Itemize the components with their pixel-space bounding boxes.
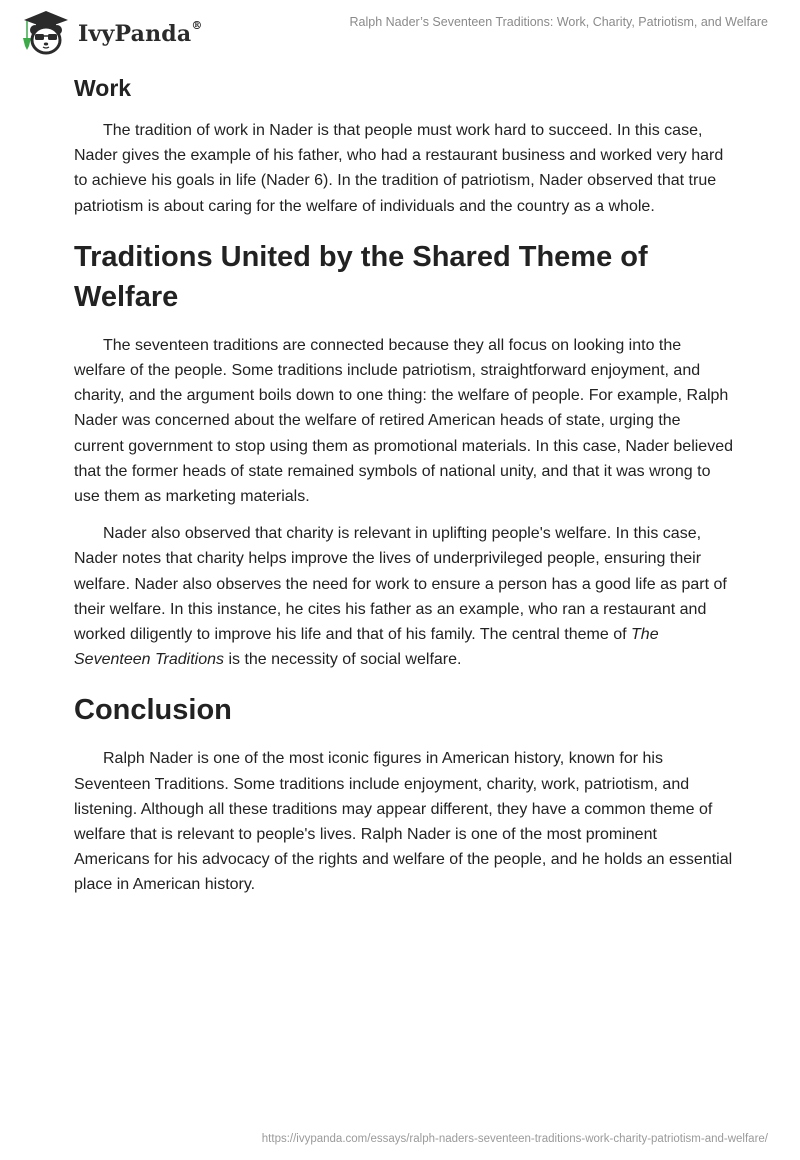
registered-mark: ® <box>191 19 203 32</box>
traditions-paragraph-2: Nader also observed that charity is relevant in uplifting people's welfare. In this case, Nader notes that charity helps improve the lives of underprivileged people, ensuring their welfare. Nader also observes the need for work to ensure a person has a good life as part of their welfare. In this instance, he cites his father as an example, who ran a restaurant and worked diligently to improve his life and that of his family. The central theme of The Seventeen Traditions is the necessity of social welfare. <box>74 525 727 669</box>
brand-name: IvyPanda® <box>78 19 203 47</box>
panda-graduate-icon <box>18 8 76 56</box>
essay-content <box>74 72 734 910</box>
work-paragraph: The tradition of work in Nader is that people must work hard to succeed. In this case, Nader gives the example of his father, who had a restaurant business and worked very hard to achieve his goals in life (Nader 6). In the tradition of patriotism, Nader observed that true patriotism is about caring for the welfare of individuals and the country as a whole. <box>74 122 724 215</box>
document-title: Ralph Nader’s Seventeen Traditions: Work, Charity, Patriotism, and Welfare <box>349 15 768 29</box>
book-title: The Seventeen Traditions <box>74 626 659 669</box>
section-heading-conclusion: Conclusion <box>74 694 232 727</box>
traditions-paragraph-1: The seventeen traditions are connected because they all focus on looking into the welfare of the people. Some traditions include patriotism, straightforward enjoyment, and charity, and the argument boils down to one thing: the welfare of people. For example, Ralph Nader was concerned about the welfare of retired American heads of state, urging the current government to stop using them as promotional materials. In this case, Nader believed that the former heads of state remained symbols of national unity, and that it was wrong to use them as marketing materials. <box>74 336 733 506</box>
ivypanda-logo[interactable] <box>18 8 203 56</box>
section-heading-work: Work <box>74 75 132 101</box>
section-heading-traditions-united: Traditions United by the Shared Theme of Welfare <box>74 240 648 313</box>
conclusion-paragraph: Ralph Nader is one of the most iconic figures in American history, known for his Seventeen Traditions. Some traditions include enjoyment, charity, work, patriotism, and listening. Although all these traditions may appear different, they have a common theme of welfare that is relevant to people's lives. Ralph Nader is one of the most prominent Americans for his advocacy of the rights and welfare of the people, and he holds an essential place in American history. <box>74 750 733 894</box>
page-header <box>0 0 800 60</box>
source-url-link[interactable]: https://ivypanda.com/essays/ralph-naders-seventeen-traditions-work-charity-patriotism-and-welfare/ <box>261 1133 768 1145</box>
